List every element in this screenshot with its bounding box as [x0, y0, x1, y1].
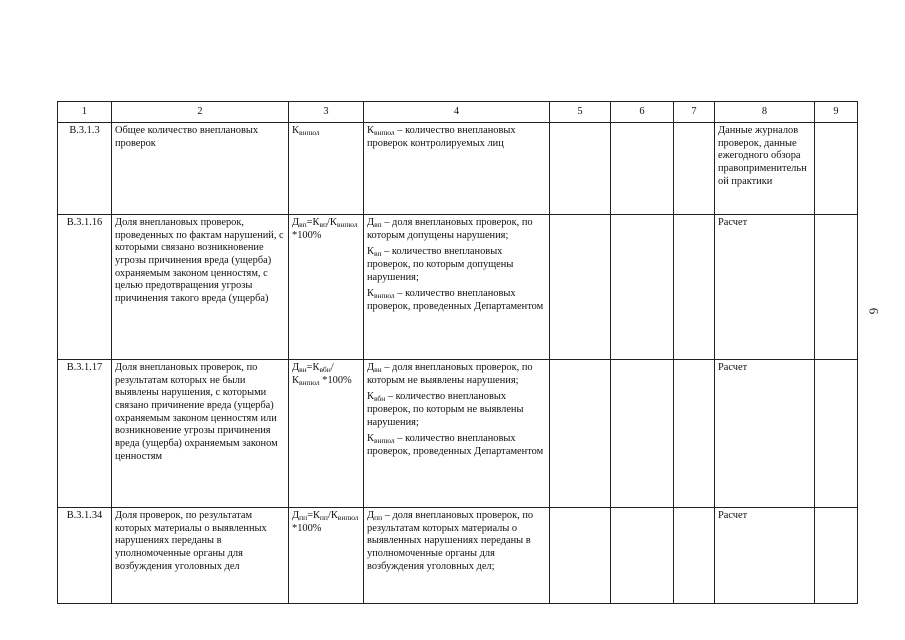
symbol-subscript: внпюл — [298, 377, 320, 387]
empty-cell — [611, 123, 674, 215]
symbol-base: /К — [327, 510, 338, 521]
definition-line — [367, 362, 546, 387]
symbol-subscript: внпюл — [336, 220, 358, 229]
symbol-text: =К — [306, 217, 320, 228]
indicator-definitions — [364, 123, 550, 215]
symbol-text: =К — [307, 510, 320, 521]
indicator-formula — [289, 360, 364, 508]
column-header: 4 — [364, 102, 550, 123]
definition-line — [367, 125, 546, 150]
column-header: 7 — [674, 102, 715, 123]
symbol-subscript: вбн — [373, 394, 386, 404]
symbol-subscript: вп — [319, 220, 328, 229]
column-header: 6 — [611, 102, 674, 123]
empty-cell — [674, 123, 715, 215]
symbol-text: – доля внеплановых проверок, по результатам которых материалы о выявленных нарушениях переданы в уполномоченные органы для возбуждения уголовных дел; — [367, 510, 534, 572]
empty-cell — [674, 215, 715, 360]
symbol-text: =К — [306, 362, 320, 373]
empty-cell — [611, 360, 674, 508]
column-header: 8 — [715, 102, 815, 123]
indicator-formula — [289, 508, 364, 604]
header-row — [58, 102, 858, 123]
indicator-source: Расчет — [715, 215, 815, 360]
symbol-subscript: внпюл — [298, 128, 320, 137]
empty-cell — [611, 215, 674, 360]
column-header: 9 — [815, 102, 858, 123]
symbol-text: *100% — [319, 374, 352, 386]
indicator-name: Общее количество внеплановых проверок — [112, 123, 289, 215]
symbol-base: Д — [367, 217, 375, 228]
symbol-base: К — [292, 125, 299, 136]
symbol-text: – количество внеплановых проверок, проведенных Департаментом — [367, 433, 544, 458]
symbol-base: Д — [367, 510, 375, 521]
definition-line — [367, 391, 546, 429]
empty-cell — [815, 508, 858, 604]
definition-line — [367, 510, 546, 573]
column-header: 1 — [58, 102, 112, 123]
indicator-source: Расчет — [715, 360, 815, 508]
column-header: 2 — [112, 102, 289, 123]
indicator-definitions — [364, 215, 550, 360]
definition-line — [367, 246, 546, 284]
symbol-subscript: вн — [374, 365, 382, 374]
table-row — [58, 508, 858, 604]
table-row — [58, 123, 858, 215]
empty-cell — [674, 360, 715, 508]
symbol-text: – доля внеплановых проверок, по которым не выявлены нарушения; — [367, 362, 533, 386]
symbol-base: К — [367, 391, 374, 403]
table-row — [58, 215, 858, 360]
symbol-base: К — [367, 288, 374, 300]
indicator-name: Доля внеплановых проверок, по результатам которых не были выявлены нарушения, с которыми связано причинение вреда (ущерба) охраняемым законом ценностям или возникновение угрозы причинения вреда (ущерба) охраняемым законом ценностям — [112, 360, 289, 508]
indicator-code: В.3.1.34 — [58, 508, 112, 604]
symbol-text: – количество внеплановых проверок контролируемых лиц — [367, 125, 516, 149]
symbol-subscript: пп — [374, 513, 383, 522]
symbol-subscript: вн — [299, 365, 307, 374]
symbol-base: К — [367, 125, 374, 136]
indicator-definitions — [364, 360, 550, 508]
indicator-code: В.3.1.17 — [58, 360, 112, 508]
empty-cell — [815, 360, 858, 508]
symbol-base: К — [292, 374, 299, 386]
indicator-name: Доля проверок, по результатам которых материалы о выявленных нарушениях переданы в уполномоченные органы для возбуждения уголовных дел — [112, 508, 289, 604]
symbol-subscript: вбн — [319, 365, 331, 374]
symbol-subscript: пп — [319, 513, 328, 522]
symbol-subscript: вп — [299, 220, 307, 229]
indicator-source: Данные журналов проверок, данные ежегодного обзора правоприменительной практики — [715, 123, 815, 215]
symbol-text: – количество внеплановых проверок, по которым не выявлены нарушения; — [367, 391, 524, 428]
symbol-subscript: внпюл — [373, 436, 395, 446]
indicator-formula — [289, 123, 364, 215]
indicators-table — [57, 101, 858, 604]
symbol-base: /К — [327, 217, 337, 228]
empty-cell — [550, 123, 611, 215]
empty-cell — [815, 215, 858, 360]
symbol-subscript: вп — [373, 249, 382, 259]
symbol-text: – количество внеплановых проверок, проведенных Департаментом — [367, 288, 544, 313]
definition-line — [367, 217, 546, 242]
table-row — [58, 360, 858, 508]
empty-cell — [550, 508, 611, 604]
symbol-subscript: внпюл — [373, 128, 395, 137]
symbol-base: К — [367, 246, 374, 258]
symbol-text: *100% — [292, 229, 322, 241]
column-header: 3 — [289, 102, 364, 123]
symbol-subscript: вп — [374, 220, 382, 229]
indicator-definitions — [364, 508, 550, 604]
definition-line — [367, 433, 546, 458]
symbol-subscript: внпюл — [337, 513, 359, 522]
definition-line — [367, 288, 546, 313]
symbol-text: – доля внеплановых проверок, по которым допущены нарушения; — [367, 217, 533, 241]
symbol-text: / — [330, 362, 334, 373]
indicator-code: В.3.1.16 — [58, 215, 112, 360]
symbol-text: – количество внеплановых проверок, по которым допущены нарушения; — [367, 246, 514, 283]
indicator-formula — [289, 215, 364, 360]
empty-cell — [611, 508, 674, 604]
symbol-base: К — [367, 433, 374, 445]
symbol-base: Д — [292, 362, 300, 373]
empty-cell — [550, 360, 611, 508]
empty-cell — [550, 215, 611, 360]
column-header: 5 — [550, 102, 611, 123]
page-number: 6 — [866, 307, 882, 315]
symbol-subscript: внпюл — [373, 291, 395, 301]
symbol-base: Д — [292, 217, 300, 228]
indicator-name: Доля внеплановых проверок, проведенных по фактам нарушений, с которыми связано возникновение угрозы причинения вреда (ущерба) охраняемым законом ценностям, с целью предотвращения угрозы причинения такого вреда (ущерба) — [112, 215, 289, 360]
symbol-text: *100% — [292, 522, 322, 534]
empty-cell — [674, 508, 715, 604]
symbol-base: Д — [367, 362, 375, 373]
symbol-base: Д — [292, 510, 300, 521]
indicator-source: Расчет — [715, 508, 815, 604]
indicator-code: В.3.1.3 — [58, 123, 112, 215]
symbol-subscript: пп — [299, 513, 308, 522]
empty-cell — [815, 123, 858, 215]
